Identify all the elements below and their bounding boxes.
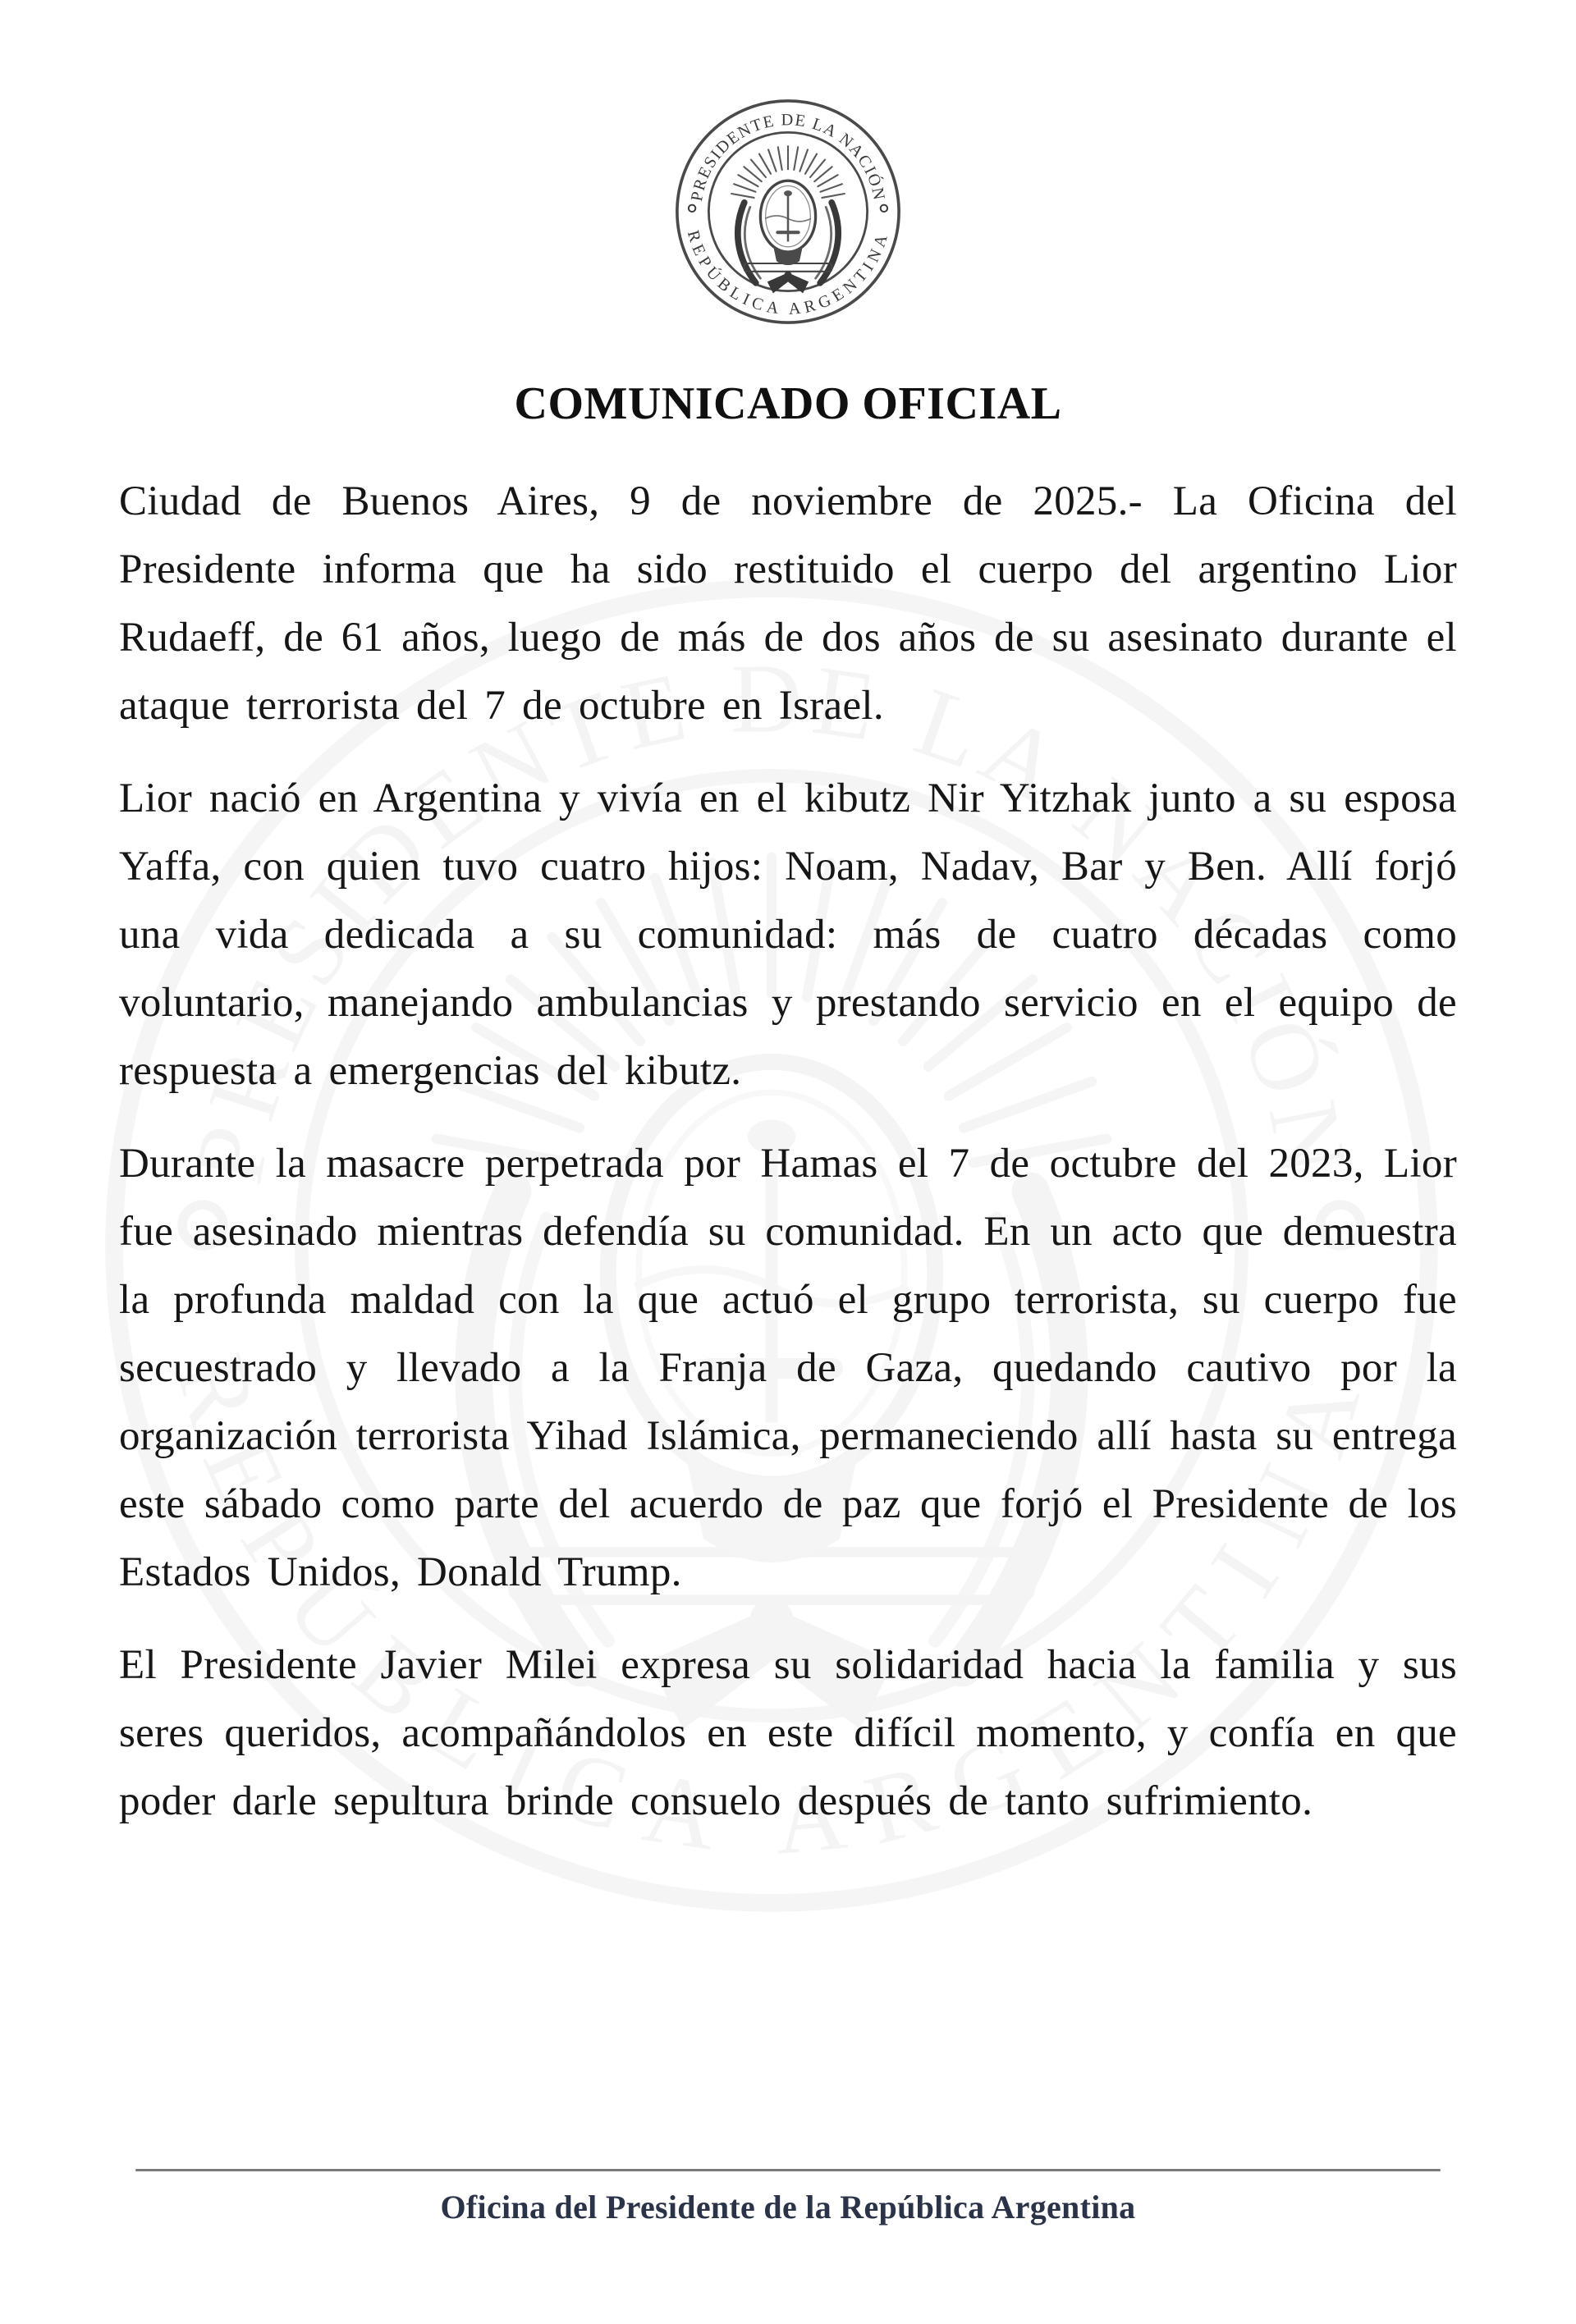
footer-divider (135, 2169, 1441, 2171)
coat-of-arms-seal (673, 97, 903, 327)
paragraph-date-restitution: Ciudad de Buenos Aires, 9 de noviembre de 2025.- La Oficina del Presidente informa que ha sido restituido el cuerpo del argentino Lior Rudaeff, de 61 años, luego de más de dos años de su asesinato durante el ataque terrorista del 7 de octubre en Israel. (119, 478, 1457, 729)
page-title: COMUNICADO OFICIAL (514, 378, 1062, 429)
coat-of-arms-seal-graphic (673, 97, 903, 327)
document-footer (0, 2169, 1576, 2226)
footer-office-label: Oficina del Presidente de la República Argentina (440, 2189, 1136, 2226)
official-communique-page (0, 97, 1576, 2324)
paragraph-biography: Lior nació en Argentina y vivía en el kibutz Nir Yitzhak junto a su esposa Yaffa, con quien tuvo cuatro hijos: Noam, Nadav, Bar y Ben. Allí forjó una vida dedicada a su comunidad: más de cuatro décadas como voluntario, manejando ambulancias y prestando servicio en el equipo de respuesta a emergencias del kibutz. (119, 775, 1457, 1094)
communique-document (0, 97, 1576, 2226)
paragraph-condolences: El Presidente Javier Milei expresa su solidaridad hacia la familia y sus seres queridos, acompañándolos en este difícil momento, y confía en que poder darle sepultura brinde consuelo después de tanto sufrimiento. (119, 1642, 1457, 1824)
paragraph-massacre: Durante la masacre perpetrada por Hamas el 7 de octubre del 2023, Lior fue asesinado mientras defendía su comunidad. En un acto que demuestra la profunda maldad con la que actuó el grupo terrorista, su cuerpo fue secuestrado y llevado a la Franja de Gaza, quedando cautivo por la organización terrorista Yihad Islámica, permaneciendo allí hasta su entrega este sábado como parte del acuerdo de paz que forjó el Presidente de los Estados Unidos, Donald Trump. (119, 1141, 1457, 1595)
communique-body (119, 468, 1457, 1836)
